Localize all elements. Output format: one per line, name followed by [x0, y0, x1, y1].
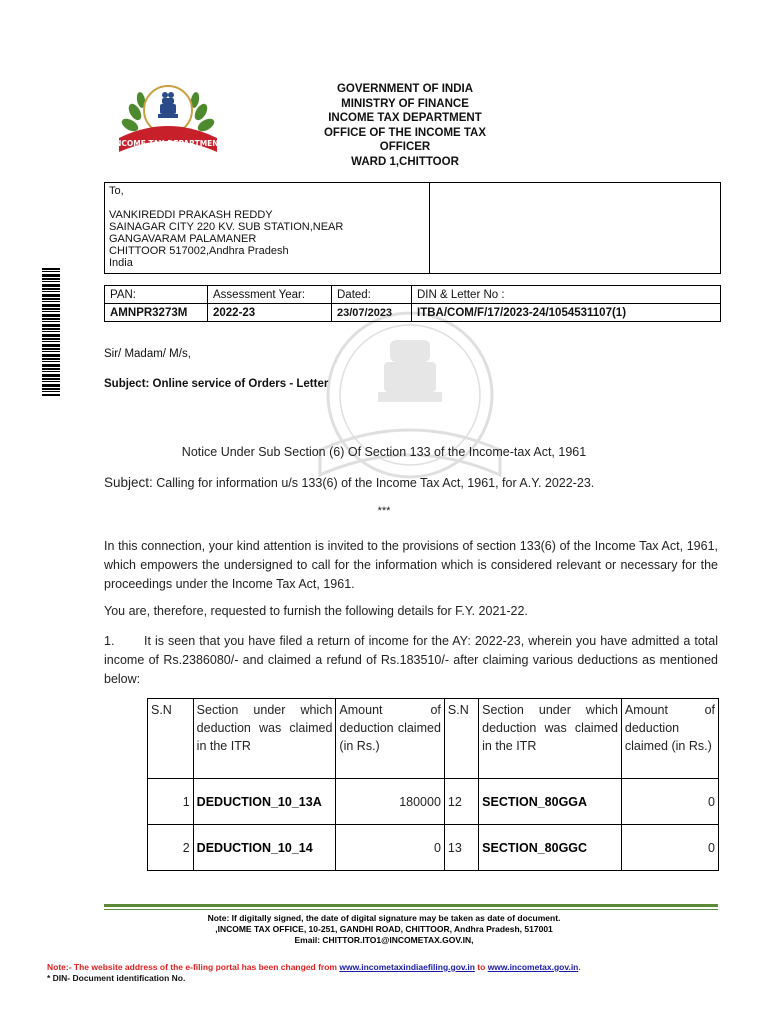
address-country: India: [109, 257, 133, 269]
header-line-5: OFFICER: [379, 141, 431, 153]
ay-value: 2022-23: [208, 304, 332, 322]
row2-amount-2: 0: [621, 825, 718, 871]
header-line-2: MINISTRY OF FINANCE: [341, 97, 469, 110]
footer-address: ,INCOME TAX OFFICE, 10-251, GANDHI ROAD, CHITTOOR, Andhra Pradesh, 517001: [215, 924, 553, 934]
deductions-table: [147, 698, 719, 871]
header-section-2: Section under which deduction was claimed in the ITR: [479, 699, 622, 779]
footer-email: Email: CHITTOR.ITO1@INCOMETAX.GOV.IN,: [294, 935, 474, 945]
table-row: [148, 825, 719, 871]
to-label: To,: [109, 185, 124, 197]
footer-office: [0, 913, 768, 946]
address-box: [104, 182, 721, 274]
portal-note-prefix: Note:- The website address of the e-filing portal has been changed from: [47, 962, 337, 972]
item-number: 1.: [104, 634, 115, 648]
table-header-row: [148, 699, 719, 779]
header-amount-1: Amount of deduction claimed (in Rs.): [336, 699, 444, 779]
row2-sn-2: 13: [444, 825, 478, 871]
watermark-emblem: [290, 300, 530, 500]
recipient-address: [105, 183, 430, 274]
header-line-4: OFFICE OF THE INCOME TAX: [323, 126, 487, 139]
subject-2: [104, 475, 594, 490]
address-right-cell: [430, 183, 721, 274]
header-section-1: Section under which deduction was claimed in the ITR: [193, 699, 336, 779]
row1-section-2: SECTION_80GGA: [479, 779, 622, 825]
office-header: [250, 82, 560, 169]
recipient-name: VANKIREDDI PRAKASH REDDY: [109, 209, 273, 221]
portal-note: [47, 962, 581, 973]
din-value: ITBA/COM/F/17/2023-24/1054531107(1): [412, 304, 721, 322]
row2-sn-1: 2: [148, 825, 194, 871]
separator-stars: ***: [377, 505, 391, 517]
salutation: Sir/ Madam/ M/s,: [104, 348, 191, 360]
address-line-1: SAINAGAR CITY 220 KV. SUB STATION,NEAR: [109, 221, 344, 233]
subject-2-text: Calling for information u/s 133(6) of the Income Tax Act, 1961, for A.Y. 2022-23.: [156, 476, 595, 490]
reference-table: [104, 285, 721, 322]
footer-rule-thick: [104, 904, 718, 907]
header-amount-2: Amount of deduction claimed (in Rs.): [621, 699, 718, 779]
header-sn-2: S.N: [444, 699, 478, 779]
footer-rule-thin: [104, 909, 718, 910]
row2-section-2: SECTION_80GGC: [479, 825, 622, 871]
header-line-1: GOVERNMENT OF INDIA: [336, 83, 474, 95]
din-footnote: * DIN- Document identification No.: [47, 973, 186, 983]
portal-note-to: to: [477, 962, 486, 972]
department-logo: [113, 80, 223, 162]
header-line-6: WARD 1,CHITTOOR: [351, 155, 459, 168]
new-portal-link[interactable]: www.incometax.gov.in: [487, 962, 579, 972]
address-line-2: GANGAVARAM PALAMANER: [109, 233, 257, 245]
dated-label: Dated:: [332, 286, 412, 304]
address-line-3: CHITTOOR 517002,Andhra Pradesh: [109, 245, 289, 257]
barcode: [42, 268, 60, 396]
header-sn-1: S.N: [148, 699, 194, 779]
item-text: It is seen that you have filed a return of income for the AY: 2022-23, wherein you have admitted a total income of Rs.2386080/- and claimed a refund of Rs.183510/- after claiming various deductions as mentioned below:: [104, 634, 718, 686]
notice-title: Notice Under Sub Section (6) Of Section 133 of the Income-tax Act, 1961: [181, 445, 587, 459]
row1-amount-1: 180000: [336, 779, 444, 825]
footer-note-1: Note: If digitally signed, the date of digital signature may be taken as date of document.: [207, 913, 561, 923]
row1-section-1: DEDUCTION_10_13A: [193, 779, 336, 825]
row1-amount-2: 0: [621, 779, 718, 825]
paragraph-2: You are, therefore, requested to furnish the following details for F.Y. 2021-22.: [104, 604, 528, 618]
row2-amount-1: 0: [336, 825, 444, 871]
subject-2-label: Subject:: [104, 475, 153, 490]
subject-line: Subject: Online service of Orders - Letter: [104, 378, 329, 390]
header-line-3: INCOME TAX DEPARTMENT: [328, 112, 482, 124]
row1-sn-1: 1: [148, 779, 194, 825]
table-row: [148, 779, 719, 825]
paragraph-1: In this connection, your kind attention is invited to the provisions of section 133(6) of the Income Tax Act, 1961, which empowers the undersigned to call for the information which is considered relevant or necessary for the proceedings under the Income Tax Act, 1961.: [104, 539, 718, 591]
pan-label: PAN:: [105, 286, 208, 304]
row1-sn-2: 12: [444, 779, 478, 825]
dated-value: 23/07/2023: [332, 304, 412, 322]
din-label: DIN & Letter No :: [412, 286, 721, 304]
ay-label: Assessment Year:: [208, 286, 332, 304]
row2-section-1: DEDUCTION_10_14: [193, 825, 336, 871]
old-portal-link[interactable]: www.incometaxindiaefiling.gov.in: [339, 962, 475, 972]
pan-value: AMNPR3273M: [105, 304, 208, 322]
portal-note-suffix: .: [578, 962, 581, 972]
svg-text:INCOME TAX DEPARTMENT: INCOME TAX DEPARTMENT: [113, 139, 223, 148]
